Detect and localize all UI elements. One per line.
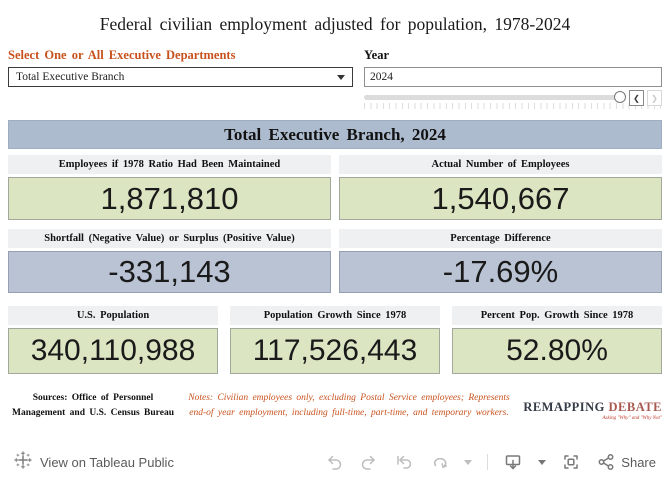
department-select-value: Total Executive Branch xyxy=(16,71,125,83)
revert-button[interactable] xyxy=(394,452,414,472)
stat-card-maintained-ratio xyxy=(8,155,331,220)
stat-label: Actual Number of Employees xyxy=(339,155,662,174)
refresh-dropdown-caret-icon[interactable] xyxy=(464,460,472,465)
stat-row-1 xyxy=(8,155,662,220)
toolbar-separator xyxy=(487,454,488,470)
logo-word-remapping: REMAPPING xyxy=(523,400,605,414)
stat-card-percent-pop-growth xyxy=(452,306,662,374)
logo-word-debate: DEBATE xyxy=(608,400,662,414)
tableau-logo-icon xyxy=(14,451,32,474)
sources-note: Sources: Office of Personnel Management and U.S. Census Bureau xyxy=(12,393,174,418)
share-label: Share xyxy=(621,454,656,470)
download-dropdown-caret-icon[interactable] xyxy=(538,460,546,465)
stat-card-percentage-difference xyxy=(339,229,662,293)
stat-label: Percent Pop. Growth Since 1978 xyxy=(452,306,662,325)
stat-label: Population Growth Since 1978 xyxy=(230,306,440,325)
tableau-toolbar xyxy=(0,447,670,477)
year-filter xyxy=(364,48,662,110)
remapping-debate-logo xyxy=(520,391,662,421)
view-on-tableau-label: View on Tableau Public xyxy=(40,454,174,470)
stat-value: 340,110,988 xyxy=(8,328,218,374)
stat-row-3 xyxy=(8,306,662,374)
year-filter-label: Year xyxy=(364,48,389,62)
redo-button[interactable] xyxy=(359,452,379,472)
stat-card-population-growth xyxy=(230,306,440,374)
notes-text: Notes: Civilian employees only, excluding Postal Service employees; Represents end-of year employment, including full-time, part-time, and temporary workers. xyxy=(188,393,510,418)
stat-label: Percentage Difference xyxy=(339,229,662,248)
year-input[interactable] xyxy=(364,67,662,87)
year-next-button[interactable]: ❯ xyxy=(647,90,662,106)
stat-value: 117,526,443 xyxy=(230,328,440,374)
logo-tagline: Asking "Why" and "Why Not" xyxy=(602,416,662,421)
department-filter xyxy=(8,48,353,110)
stat-value: -331,143 xyxy=(8,251,331,293)
share-button[interactable] xyxy=(596,452,656,472)
fullscreen-button[interactable] xyxy=(561,452,581,472)
banner-title: Total Executive Branch, 2024 xyxy=(8,120,662,149)
department-select[interactable] xyxy=(8,67,353,87)
undo-button[interactable] xyxy=(324,452,344,472)
stat-value: 52.80% xyxy=(452,328,662,374)
view-on-tableau-link[interactable] xyxy=(14,451,174,474)
stat-label: Employees if 1978 Ratio Had Been Maintained xyxy=(8,155,331,174)
download-button[interactable] xyxy=(503,452,523,472)
viz-footer xyxy=(8,391,662,421)
stat-label: U.S. Population xyxy=(8,306,218,325)
filter-controls xyxy=(8,48,662,110)
year-slider-track[interactable] xyxy=(364,95,618,100)
year-prev-button[interactable]: ❮ xyxy=(629,90,644,106)
stat-row-2 xyxy=(8,229,662,293)
stat-value: -17.69% xyxy=(339,251,662,293)
stat-value: 1,871,810 xyxy=(8,177,331,220)
toolbar-buttons xyxy=(324,452,656,472)
stat-card-shortfall xyxy=(8,229,331,293)
stat-label: Shortfall (Negative Value) or Surplus (Positive Value) xyxy=(8,229,331,248)
page-title: Federal civilian employment adjusted for population, 1978-2024 xyxy=(99,14,571,34)
year-slider-handle[interactable] xyxy=(614,91,626,103)
stat-card-us-population xyxy=(8,306,218,374)
year-slider xyxy=(364,90,662,110)
stat-card-actual-employees xyxy=(339,155,662,220)
refresh-button[interactable] xyxy=(429,452,449,472)
chevron-down-icon xyxy=(337,75,345,80)
year-slider-ticks xyxy=(364,103,662,109)
stat-value: 1,540,667 xyxy=(339,177,662,220)
department-filter-label: Select One or All Executive Departments xyxy=(8,48,236,62)
